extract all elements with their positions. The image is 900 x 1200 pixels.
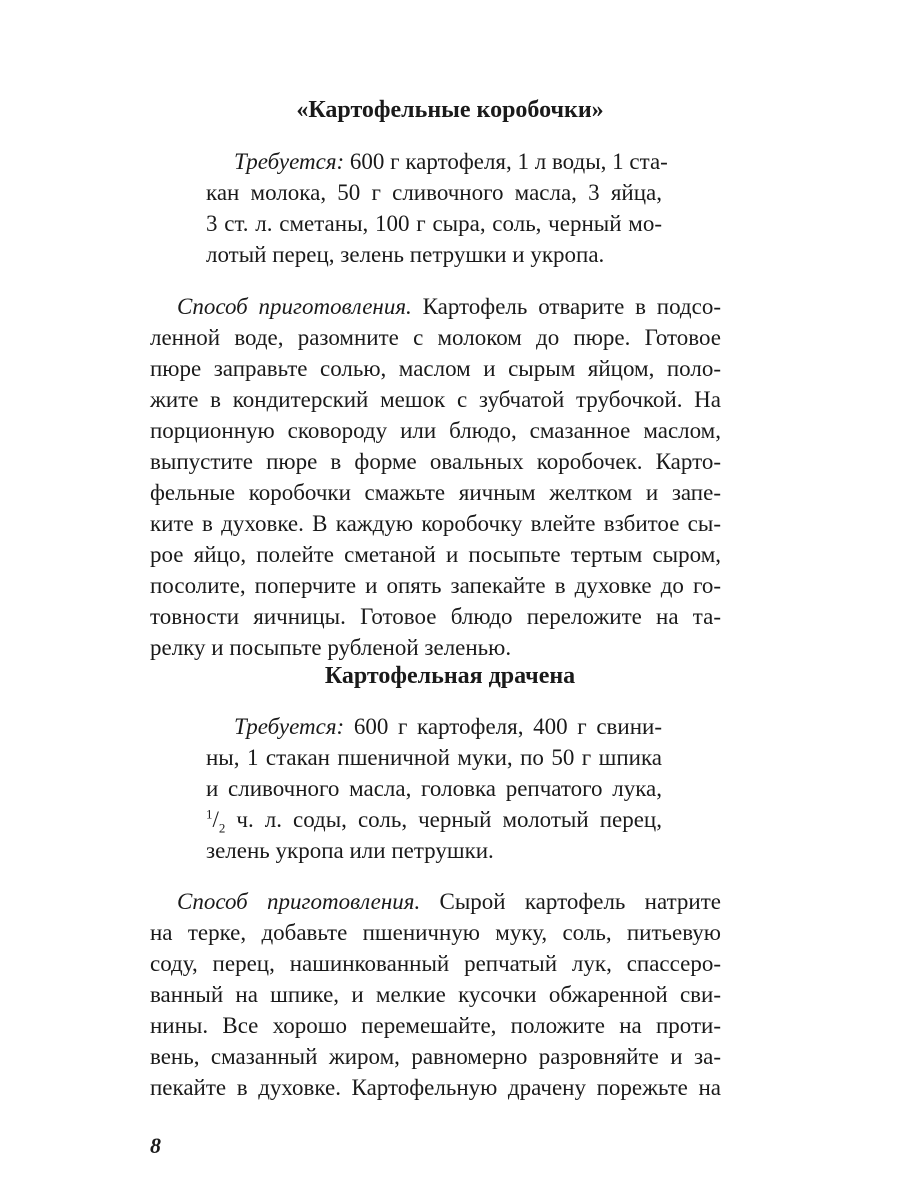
recipe2-ingredients-line: Требуется: 600 г картофеля, 400 г свини- <box>234 714 662 739</box>
recipe2-method-line: вень, смазанный жиром, равномерно разровняйте и за- <box>150 1044 721 1069</box>
recipe1-method-line: рое яйцо, полейте сметаной и посыпьте тертым сыром, <box>150 542 721 567</box>
recipe2-method-line: на терке, добавьте пшеничную муку, соль, питьевую <box>150 920 721 945</box>
fraction-numerator: 1 <box>206 806 213 822</box>
recipe2-method-line: нины. Все хорошо перемешайте, положите на проти- <box>150 1013 721 1038</box>
recipe2-method-line: ванный на шпике, и мелкие кусочки обжаренной сви- <box>150 982 721 1007</box>
recipe2-ingredients-line: и сливочного масла, головка репчатого лука, <box>206 776 662 801</box>
recipe1-method-line: фельные коробочки смажьте яичным желтком и запе- <box>150 480 721 505</box>
recipe2-method-line: пекайте в духовке. Картофельную драчену порежьте на <box>150 1075 721 1100</box>
recipe1-ingredients-label: Требуется: <box>234 149 345 174</box>
recipe1-method-line: жите в кондитерский мешок с зубчатой трубочкой. На <box>150 387 721 412</box>
recipe1-method-line: релку и посыпьте рубленой зеленью. <box>150 635 512 660</box>
recipe1-method-line: порционную сковороду или блюдо, смазанное маслом, <box>150 418 721 443</box>
recipe1-method-line: Способ приготовления. Картофель отварите в подсо- <box>177 294 721 319</box>
page-number: 8 <box>150 1133 161 1158</box>
recipe2-ingredients-line: $^1/_2$ ч. л. соды, соль, черный молотый перец, <box>206 806 662 836</box>
recipe2-title: Картофельная драчена <box>324 663 576 689</box>
recipe1-method-line: пюре заправьте солью, маслом и сырым яйцом, поло- <box>150 356 721 381</box>
recipe1-method-line: выпустите пюре в форме овальных коробочек. Карто- <box>150 449 721 474</box>
recipe1-method-line: товности яичницы. Готовое блюдо переложите на та- <box>150 604 721 629</box>
recipe2-ingredients-label: Требуется: <box>234 714 345 739</box>
recipe1-method-line: ките в духовке. В каждую коробочку влейте взбитое сы- <box>150 511 721 536</box>
recipe2-method-line: Способ приготовления. Сырой картофель натрите <box>177 889 721 914</box>
recipe1-method-label: Способ приготовления. <box>177 294 412 319</box>
recipe2-ingredients-line: зелень укропа или петрушки. <box>206 838 494 863</box>
recipe2-ingredients-line: ны, 1 стакан пшеничной муки, по 50 г шпика <box>206 745 662 770</box>
recipe1-method-line: ленной воде, разомните с молоком до пюре. Готовое <box>150 325 721 350</box>
fraction-denominator: 2 <box>218 820 226 836</box>
recipe1-method-line: посолите, поперчите и опять запекайте в духовке до го- <box>150 573 721 598</box>
recipe1-ingredients-line: Требуется: 600 г картофеля, 1 л воды, 1 ста- <box>234 149 668 174</box>
recipe1-ingredients-line: 3 ст. л. сметаны, 100 г сыра, соль, черный мо- <box>206 211 662 236</box>
recipe1-ingredients-line: кан молока, 50 г сливочного масла, 3 яйца, <box>206 180 662 205</box>
recipe1-ingredients-line: лотый перец, зелень петрушки и укропа. <box>206 242 605 267</box>
recipe2-method-line: соду, перец, нашинкованный репчатый лук, спассеро- <box>150 951 721 976</box>
recipe1-title: «Картофельные коробочки» <box>296 97 604 123</box>
recipe2-method-label: Способ приготовления. <box>177 889 421 914</box>
